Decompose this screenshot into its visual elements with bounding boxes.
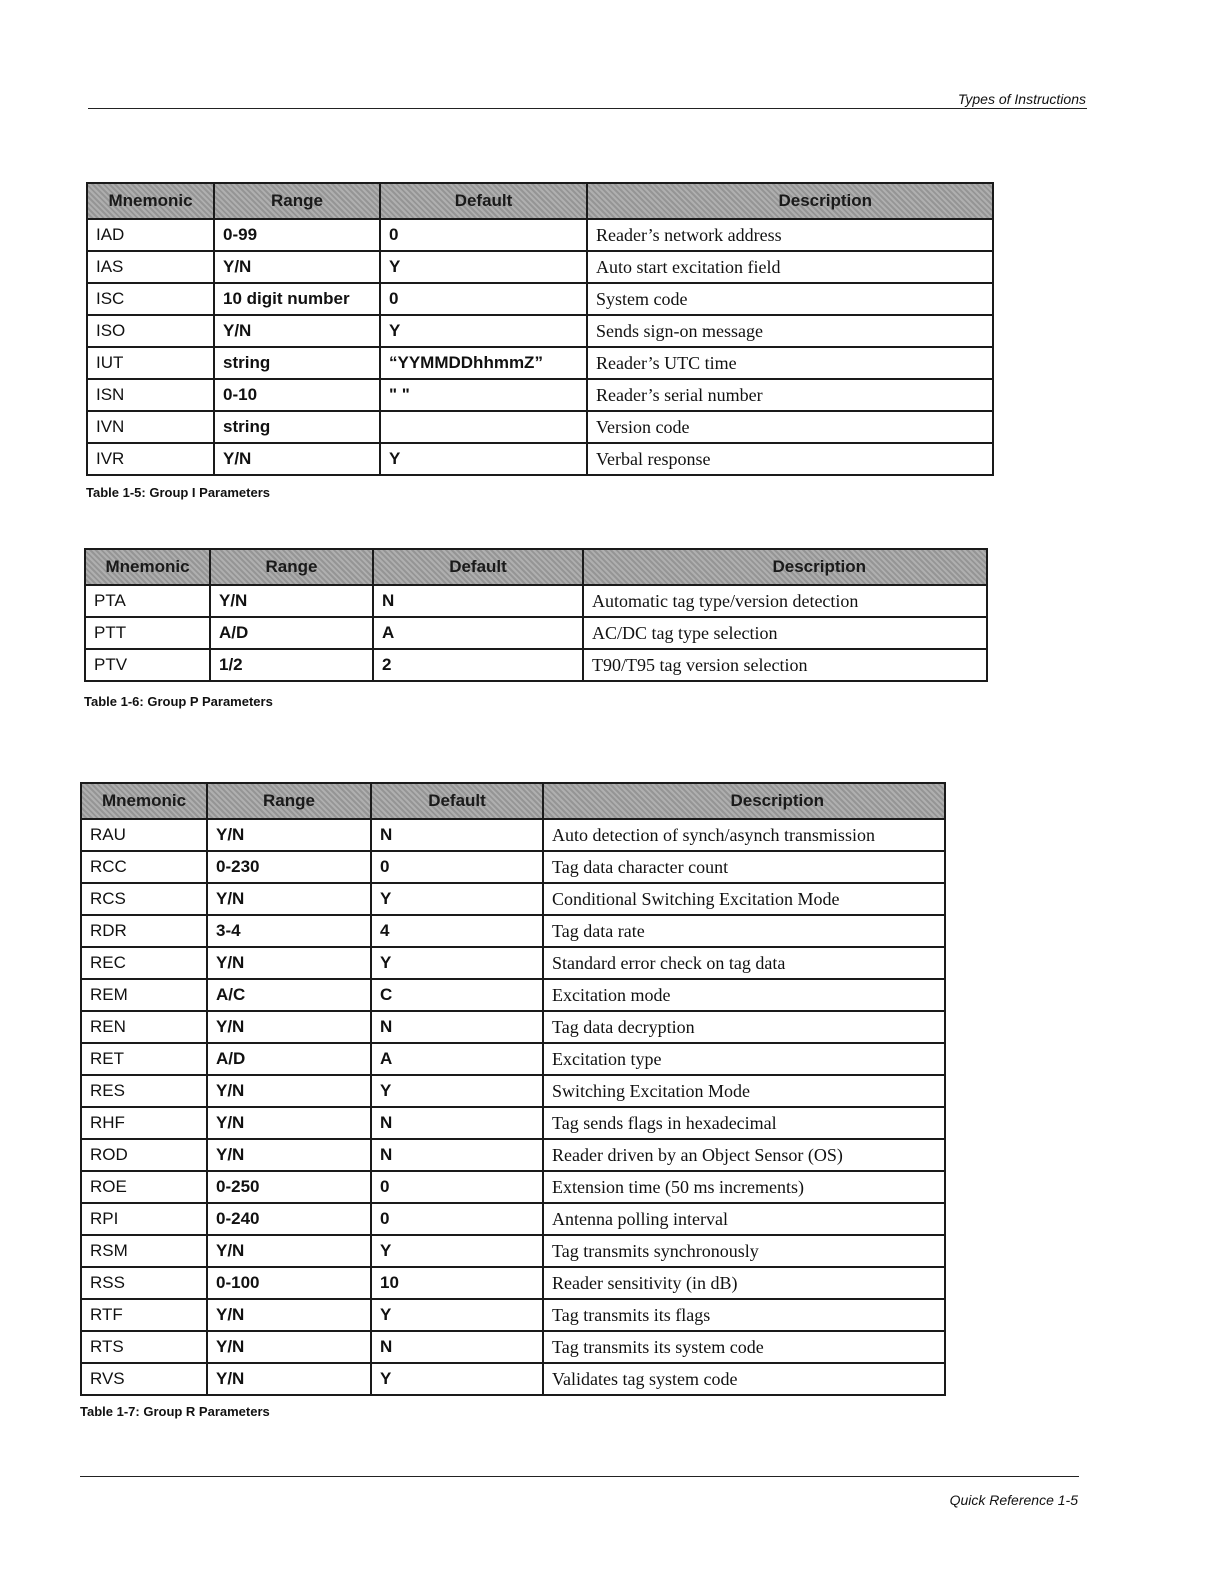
cell-description: Validates tag system code bbox=[543, 1363, 945, 1395]
table-row bbox=[81, 1171, 945, 1203]
cell-default: “YYMMDDhhmmZ” bbox=[380, 347, 587, 379]
cell-description: Switching Excitation Mode bbox=[543, 1075, 945, 1107]
cell-range: 3-4 bbox=[207, 915, 371, 947]
cell-default: N bbox=[371, 1011, 543, 1043]
table-row bbox=[81, 915, 945, 947]
table-row bbox=[81, 1139, 945, 1171]
cell-description: System code bbox=[587, 283, 993, 315]
cell-default: N bbox=[371, 1107, 543, 1139]
cell-description: Tag transmits its flags bbox=[543, 1299, 945, 1331]
cell-description: Reader driven by an Object Sensor (OS) bbox=[543, 1139, 945, 1171]
table-header-row bbox=[87, 183, 993, 219]
cell-default: N bbox=[371, 819, 543, 851]
cell-mnemonic: RES bbox=[81, 1075, 207, 1107]
cell-description: Extension time (50 ms increments) bbox=[543, 1171, 945, 1203]
cell-range: Y/N bbox=[214, 443, 380, 475]
cell-mnemonic: IAD bbox=[87, 219, 214, 251]
cell-default: " " bbox=[380, 379, 587, 411]
table-row bbox=[81, 1299, 945, 1331]
cell-description: Excitation type bbox=[543, 1043, 945, 1075]
cell-default: Y bbox=[380, 315, 587, 347]
cell-description: Version code bbox=[587, 411, 993, 443]
table-row bbox=[81, 1107, 945, 1139]
cell-range: Y/N bbox=[207, 819, 371, 851]
cell-mnemonic: REM bbox=[81, 979, 207, 1011]
table-row bbox=[85, 617, 987, 649]
cell-range: Y/N bbox=[207, 1299, 371, 1331]
table-caption: Table 1-6: Group P Parameters bbox=[84, 694, 273, 709]
cell-default: Y bbox=[371, 1299, 543, 1331]
page-footer-label: Quick Reference 1-5 bbox=[949, 1492, 1078, 1508]
cell-range: Y/N bbox=[207, 1011, 371, 1043]
cell-range: Y/N bbox=[214, 251, 380, 283]
col-header-range: Range bbox=[210, 549, 373, 585]
cell-description: Reader’s serial number bbox=[587, 379, 993, 411]
table-row bbox=[87, 283, 993, 315]
col-header-mnemonic: Mnemonic bbox=[81, 783, 207, 819]
cell-mnemonic: RHF bbox=[81, 1107, 207, 1139]
table-row bbox=[81, 947, 945, 979]
cell-range: 0-240 bbox=[207, 1203, 371, 1235]
cell-mnemonic: RDR bbox=[81, 915, 207, 947]
cell-default: Y bbox=[380, 443, 587, 475]
cell-range: Y/N bbox=[207, 1363, 371, 1395]
cell-default: Y bbox=[371, 883, 543, 915]
cell-mnemonic: RCS bbox=[81, 883, 207, 915]
cell-mnemonic: IVN bbox=[87, 411, 214, 443]
cell-mnemonic: RPI bbox=[81, 1203, 207, 1235]
cell-mnemonic: ISC bbox=[87, 283, 214, 315]
table-row bbox=[85, 649, 987, 681]
table-row bbox=[81, 1363, 945, 1395]
cell-description: Tag transmits synchronously bbox=[543, 1235, 945, 1267]
table-row bbox=[87, 411, 993, 443]
table-row bbox=[81, 1043, 945, 1075]
cell-mnemonic: REC bbox=[81, 947, 207, 979]
running-head-title: Types of Instructions bbox=[957, 91, 1086, 107]
col-header-mnemonic: Mnemonic bbox=[85, 549, 210, 585]
group-r-parameters-table bbox=[80, 782, 946, 1396]
cell-range: Y/N bbox=[210, 585, 373, 617]
cell-description: Conditional Switching Excitation Mode bbox=[543, 883, 945, 915]
table-caption: Table 1-5: Group I Parameters bbox=[86, 485, 270, 500]
cell-range: A/C bbox=[207, 979, 371, 1011]
cell-description: Reader’s network address bbox=[587, 219, 993, 251]
cell-description: Reader’s UTC time bbox=[587, 347, 993, 379]
cell-range: 0-250 bbox=[207, 1171, 371, 1203]
col-header-range: Range bbox=[207, 783, 371, 819]
table-row bbox=[81, 883, 945, 915]
cell-default: Y bbox=[371, 1235, 543, 1267]
cell-mnemonic: RCC bbox=[81, 851, 207, 883]
cell-description: Tag data decryption bbox=[543, 1011, 945, 1043]
cell-description: Reader sensitivity (in dB) bbox=[543, 1267, 945, 1299]
col-header-mnemonic: Mnemonic bbox=[87, 183, 214, 219]
cell-range: string bbox=[214, 347, 380, 379]
cell-mnemonic: IUT bbox=[87, 347, 214, 379]
cell-range: A/D bbox=[207, 1043, 371, 1075]
cell-description: Automatic tag type/version detection bbox=[583, 585, 987, 617]
cell-range: Y/N bbox=[214, 315, 380, 347]
header-rule bbox=[88, 108, 1087, 109]
group-p-parameters-table bbox=[84, 548, 988, 682]
cell-description: Tag sends flags in hexadecimal bbox=[543, 1107, 945, 1139]
cell-mnemonic: IVR bbox=[87, 443, 214, 475]
cell-default: Y bbox=[371, 1075, 543, 1107]
table-row bbox=[87, 347, 993, 379]
cell-default: Y bbox=[371, 1363, 543, 1395]
cell-description: Auto detection of synch/asynch transmission bbox=[543, 819, 945, 851]
cell-default: 10 bbox=[371, 1267, 543, 1299]
table-row bbox=[81, 1203, 945, 1235]
table-row bbox=[81, 1075, 945, 1107]
table-caption: Table 1-7: Group R Parameters bbox=[80, 1404, 270, 1419]
cell-default: N bbox=[373, 585, 583, 617]
cell-description: T90/T95 tag version selection bbox=[583, 649, 987, 681]
cell-mnemonic: RET bbox=[81, 1043, 207, 1075]
cell-range: 10 digit number bbox=[214, 283, 380, 315]
cell-mnemonic: PTV bbox=[85, 649, 210, 681]
cell-mnemonic: REN bbox=[81, 1011, 207, 1043]
cell-range: Y/N bbox=[207, 883, 371, 915]
table-row bbox=[81, 1011, 945, 1043]
cell-range: Y/N bbox=[207, 1107, 371, 1139]
cell-default: N bbox=[371, 1331, 543, 1363]
cell-range: 0-10 bbox=[214, 379, 380, 411]
cell-mnemonic: RVS bbox=[81, 1363, 207, 1395]
cell-default: 0 bbox=[371, 851, 543, 883]
cell-range: 0-99 bbox=[214, 219, 380, 251]
col-header-default: Default bbox=[380, 183, 587, 219]
cell-default: A bbox=[371, 1043, 543, 1075]
cell-default: A bbox=[373, 617, 583, 649]
cell-default: 0 bbox=[371, 1203, 543, 1235]
table-row bbox=[85, 585, 987, 617]
table-row bbox=[81, 1235, 945, 1267]
cell-range: 1/2 bbox=[210, 649, 373, 681]
table-row bbox=[87, 251, 993, 283]
cell-range: string bbox=[214, 411, 380, 443]
table-row bbox=[81, 851, 945, 883]
cell-default: 0 bbox=[371, 1171, 543, 1203]
cell-default: 2 bbox=[373, 649, 583, 681]
cell-range: Y/N bbox=[207, 1139, 371, 1171]
cell-description: Standard error check on tag data bbox=[543, 947, 945, 979]
cell-mnemonic: PTA bbox=[85, 585, 210, 617]
cell-description: Excitation mode bbox=[543, 979, 945, 1011]
table-row bbox=[81, 1267, 945, 1299]
cell-range: Y/N bbox=[207, 1075, 371, 1107]
table-row bbox=[87, 379, 993, 411]
cell-default: 0 bbox=[380, 283, 587, 315]
cell-description: Auto start excitation field bbox=[587, 251, 993, 283]
cell-default bbox=[380, 411, 587, 443]
table-row bbox=[87, 219, 993, 251]
cell-mnemonic: PTT bbox=[85, 617, 210, 649]
cell-description: AC/DC tag type selection bbox=[583, 617, 987, 649]
cell-default: 0 bbox=[380, 219, 587, 251]
table-row bbox=[87, 315, 993, 347]
table-row bbox=[81, 979, 945, 1011]
group-i-parameters-table bbox=[86, 182, 994, 476]
table-row bbox=[81, 1331, 945, 1363]
cell-mnemonic: ROE bbox=[81, 1171, 207, 1203]
cell-description: Verbal response bbox=[587, 443, 993, 475]
footer-rule bbox=[80, 1476, 1079, 1477]
cell-range: Y/N bbox=[207, 1235, 371, 1267]
cell-mnemonic: ISN bbox=[87, 379, 214, 411]
cell-mnemonic: RSM bbox=[81, 1235, 207, 1267]
cell-description: Tag transmits its system code bbox=[543, 1331, 945, 1363]
col-header-description: Description bbox=[587, 183, 993, 219]
cell-range: A/D bbox=[210, 617, 373, 649]
cell-default: Y bbox=[380, 251, 587, 283]
cell-description: Tag data character count bbox=[543, 851, 945, 883]
cell-description: Tag data rate bbox=[543, 915, 945, 947]
table-header-row bbox=[81, 783, 945, 819]
cell-range: 0-100 bbox=[207, 1267, 371, 1299]
cell-range: Y/N bbox=[207, 947, 371, 979]
cell-description: Antenna polling interval bbox=[543, 1203, 945, 1235]
cell-description: Sends sign-on message bbox=[587, 315, 993, 347]
table-header-row bbox=[85, 549, 987, 585]
cell-default: N bbox=[371, 1139, 543, 1171]
cell-mnemonic: RSS bbox=[81, 1267, 207, 1299]
col-header-range: Range bbox=[214, 183, 380, 219]
col-header-default: Default bbox=[371, 783, 543, 819]
cell-default: C bbox=[371, 979, 543, 1011]
cell-range: 0-230 bbox=[207, 851, 371, 883]
cell-default: Y bbox=[371, 947, 543, 979]
table-row bbox=[81, 819, 945, 851]
col-header-description: Description bbox=[583, 549, 987, 585]
col-header-default: Default bbox=[373, 549, 583, 585]
cell-mnemonic: RTS bbox=[81, 1331, 207, 1363]
cell-mnemonic: ISO bbox=[87, 315, 214, 347]
cell-mnemonic: RTF bbox=[81, 1299, 207, 1331]
col-header-description: Description bbox=[543, 783, 945, 819]
table-row bbox=[87, 443, 993, 475]
cell-mnemonic: IAS bbox=[87, 251, 214, 283]
cell-range: Y/N bbox=[207, 1331, 371, 1363]
cell-mnemonic: RAU bbox=[81, 819, 207, 851]
cell-default: 4 bbox=[371, 915, 543, 947]
cell-mnemonic: ROD bbox=[81, 1139, 207, 1171]
